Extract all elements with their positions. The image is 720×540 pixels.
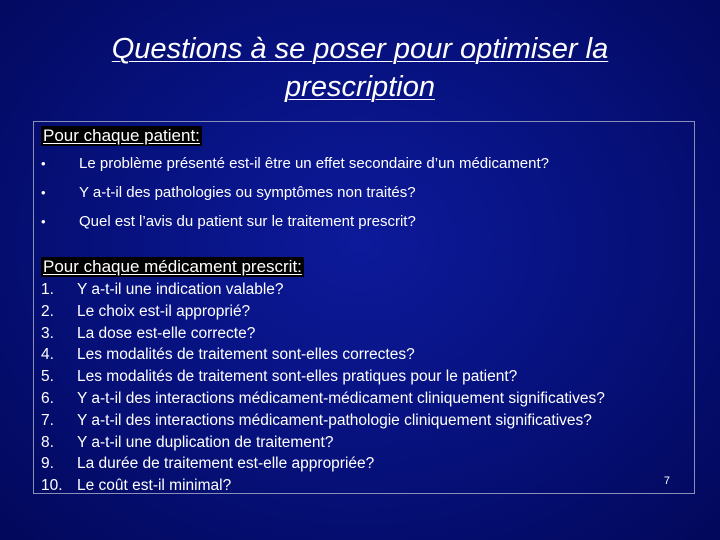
list-item (41, 301, 605, 323)
list-item (41, 388, 605, 410)
item-number: 4. (41, 346, 54, 364)
list-item (41, 344, 605, 366)
bullet-icon: • (41, 214, 46, 229)
bullet-icon: • (41, 185, 46, 200)
list-item (41, 212, 549, 241)
list-item-text: Le choix est-il approprié? (77, 302, 251, 320)
list-item-text: Le problème présenté est-il être un effet secondaire d’un médicament? (79, 155, 550, 172)
list-item-text: La durée de traitement est-elle appropriée? (77, 455, 375, 473)
slide-title: Questions à se poser pour optimiser la prescription (111, 33, 609, 103)
list-item-text: Les modalités de traitement sont-elles pratiques pour le patient? (77, 368, 518, 386)
list-item-text: Y a-t-il une indication valable? (77, 281, 284, 298)
bullet-icon: • (41, 156, 46, 171)
list-item (41, 475, 605, 497)
section-heading-medication: Pour chaque médicament prescrit: (43, 257, 302, 276)
list-item (41, 323, 605, 345)
item-number: 7. (41, 411, 54, 429)
list-item-text: Quel est l’avis du patient sur le traitement prescrit? (79, 213, 416, 230)
list-item-text: Y a-t-il des interactions médicament-médicament cliniquement significatives? (77, 389, 605, 407)
list-item (41, 183, 549, 212)
list-item (41, 366, 605, 388)
item-number: 6. (41, 389, 54, 407)
item-number: 9. (41, 455, 54, 473)
list-item-text: Le coût est-il minimal? (77, 477, 232, 495)
item-number: 10. (41, 477, 63, 495)
item-number: 8. (41, 433, 54, 451)
list-item (41, 279, 605, 301)
list-item (41, 432, 605, 454)
item-number: 5. (41, 368, 54, 386)
item-number: 1. (41, 281, 54, 298)
list-item-text: Y a-t-il des interactions médicament-pathologie cliniquement significatives? (77, 411, 592, 429)
list-item-text: Les modalités de traitement sont-elles correctes? (77, 346, 415, 364)
content-panel (33, 121, 695, 494)
list-item-text: Y a-t-il des pathologies ou symptômes non traités? (79, 184, 416, 201)
patient-question-list (41, 154, 549, 241)
section-heading-patient: Pour chaque patient: (43, 126, 200, 145)
list-item (41, 154, 549, 183)
list-item-text: Y a-t-il une duplication de traitement? (77, 433, 334, 451)
item-number: 3. (41, 324, 54, 342)
list-item (41, 453, 605, 475)
list-item-text: La dose est-elle correcte? (77, 324, 256, 342)
list-item (41, 410, 605, 432)
page-number: 7 (663, 475, 670, 487)
medication-question-list (41, 279, 605, 497)
item-number: 2. (41, 302, 54, 320)
